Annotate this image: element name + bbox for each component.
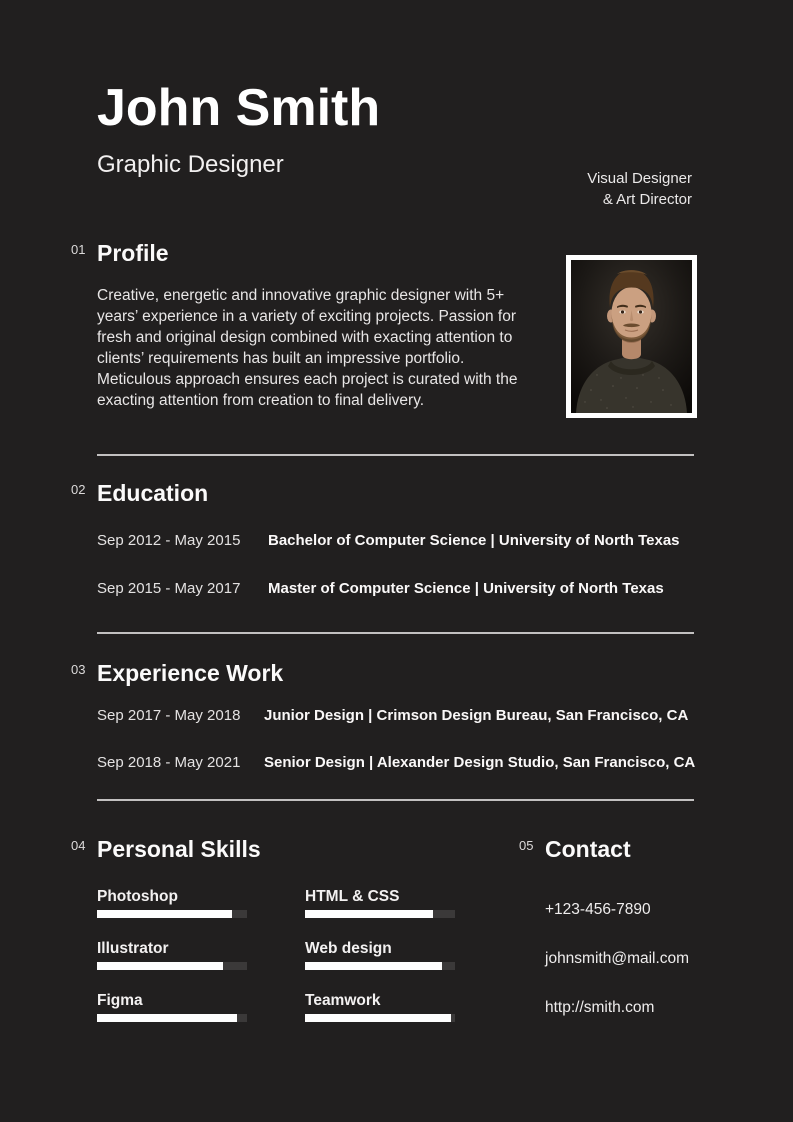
skill-item-figma	[97, 992, 247, 1022]
tagline	[587, 168, 692, 210]
section-skills	[71, 836, 455, 1022]
profile-photo	[566, 255, 697, 418]
divider	[97, 799, 694, 801]
section-profile-title	[71, 240, 557, 266]
experience-item	[97, 707, 697, 725]
skill-label: Photoshop	[97, 888, 178, 905]
contact-website: http://smith.com	[545, 999, 655, 1016]
skill-bar	[97, 1014, 247, 1022]
section-contact-title	[519, 836, 725, 862]
experience-detail: Senior Design | Alexander Design Studio, San Francisco, CA	[264, 754, 696, 771]
tagline-line1: Visual Designer	[587, 170, 692, 187]
section-profile-number: 01	[71, 242, 86, 257]
section-education	[71, 480, 697, 598]
education-detail: Master of Computer Science | University of North Texas	[268, 580, 664, 597]
skill-label: HTML & CSS	[305, 888, 400, 905]
skill-label: Figma	[97, 992, 143, 1009]
skill-bar-fill	[305, 1014, 451, 1022]
section-experience-number: 03	[71, 662, 86, 677]
section-experience-title-text: Experience Work	[97, 660, 284, 686]
skill-item-photoshop	[97, 888, 247, 918]
skill-bar-fill	[97, 962, 223, 970]
person-role: Graphic Designer	[97, 151, 284, 178]
contact-phone: +123-456-7890	[545, 901, 651, 918]
portrait-illustration	[571, 260, 692, 413]
section-skills-title	[71, 836, 455, 862]
skill-bar	[97, 962, 247, 970]
contact-email: johnsmith@mail.com	[545, 950, 690, 967]
section-education-number: 02	[71, 482, 86, 497]
contact-list	[545, 901, 725, 1017]
section-experience	[71, 660, 697, 772]
person-name: John Smith	[97, 79, 381, 137]
divider	[97, 632, 694, 634]
skill-bar-fill	[97, 910, 232, 918]
skill-bar	[97, 910, 247, 918]
skills-grid	[97, 888, 455, 1022]
experience-item	[97, 754, 697, 772]
education-item	[97, 532, 697, 550]
skill-bar-fill	[305, 962, 442, 970]
profile-summary: Creative, energetic and innovative graphic designer with 5+ years’ experience in a variety of exciting projects. Passion for fresh and original design combined with exacting attention to clients’ requirements has built an impressive portfolio. Meticulous approach ensures each project is curated with the exacting attention from creation to final delivery.	[97, 287, 518, 409]
section-contact-title-text: Contact	[545, 836, 631, 862]
experience-period: Sep 2018 - May 2021	[97, 754, 241, 771]
education-detail: Bachelor of Computer Science | University of North Texas	[268, 532, 680, 549]
section-profile-title-text: Profile	[97, 240, 169, 266]
skill-item-web-design	[305, 940, 455, 970]
skill-label: Teamwork	[305, 992, 381, 1009]
experience-detail: Junior Design | Crimson Design Bureau, San Francisco, CA	[264, 707, 689, 724]
tagline-line2: & Art Director	[602, 191, 692, 208]
education-period: Sep 2012 - May 2015	[97, 532, 241, 549]
section-education-title-text: Education	[97, 480, 209, 506]
skill-label: Illustrator	[97, 940, 169, 957]
skill-label: Web design	[305, 940, 392, 957]
section-skills-title-text: Personal Skills	[97, 836, 261, 862]
skill-bar	[305, 962, 455, 970]
skill-bar-fill	[305, 910, 433, 918]
education-period: Sep 2015 - May 2017	[97, 580, 241, 597]
skill-bar	[305, 1014, 455, 1022]
experience-period: Sep 2017 - May 2018	[97, 707, 241, 724]
divider	[97, 454, 694, 456]
section-experience-title	[71, 660, 697, 686]
skill-bar	[305, 910, 455, 918]
skill-item-html-css	[305, 888, 455, 918]
skill-item-teamwork	[305, 992, 455, 1022]
section-contact	[519, 836, 725, 1048]
section-profile	[71, 240, 557, 411]
skill-bar-fill	[97, 1014, 237, 1022]
skill-item-illustrator	[97, 940, 247, 970]
section-skills-number: 04	[71, 838, 86, 853]
section-contact-number: 05	[519, 838, 534, 853]
education-item	[97, 580, 697, 598]
section-education-title	[71, 480, 697, 506]
